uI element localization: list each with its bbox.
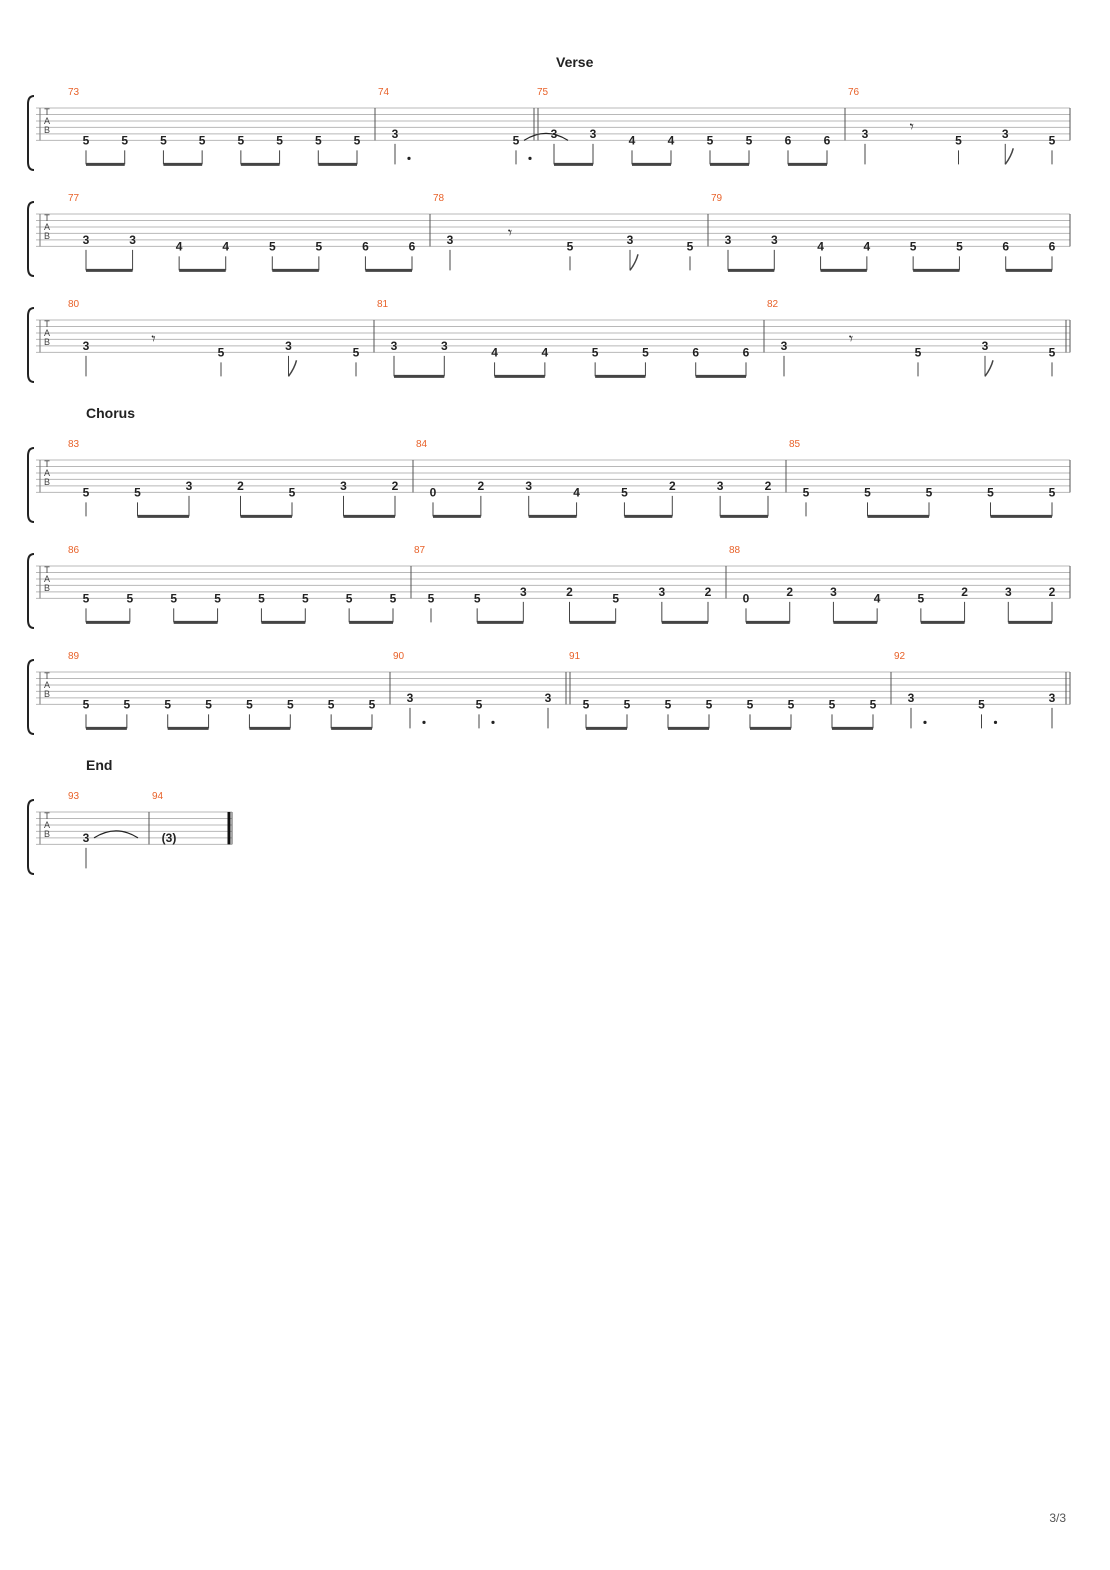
- section-label-chorus: Chorus: [86, 405, 135, 421]
- fret-number: 6: [1048, 239, 1056, 254]
- fret-number: 3: [525, 478, 533, 493]
- fret-number: 5: [82, 591, 90, 606]
- tab-clef-letter: B: [43, 477, 51, 487]
- fret-number: 0: [742, 591, 750, 606]
- fret-number: 5: [121, 133, 129, 148]
- fret-number: 3: [830, 584, 837, 599]
- eighth-flag: [630, 254, 638, 270]
- fret-number: 5: [978, 697, 985, 712]
- eighth-flag: [289, 360, 297, 376]
- measure-number: 79: [711, 193, 723, 204]
- eighth-rest: 𝄾: [507, 223, 513, 242]
- fret-number: 3: [446, 232, 454, 247]
- dot: [994, 721, 997, 724]
- fret-number: 5: [301, 591, 309, 606]
- fret-number: 3: [780, 338, 788, 353]
- fret-number: 5: [123, 697, 131, 712]
- fret-number: 4: [573, 485, 580, 500]
- fret-number: 5: [925, 485, 933, 500]
- fret-number: 5: [1048, 133, 1056, 148]
- tab-clef-letter: B: [43, 583, 51, 593]
- fret-number: 5: [82, 697, 90, 712]
- fret-number: 3: [82, 830, 90, 845]
- measure-number: 82: [767, 299, 779, 310]
- fret-number: 5: [134, 485, 141, 500]
- fret-number: 2: [961, 584, 968, 599]
- fret-number: 4: [667, 133, 675, 148]
- fret-number: 5: [746, 697, 754, 712]
- fret-number: 6: [408, 239, 416, 254]
- tab-clef-letter: A: [43, 574, 51, 584]
- tab-clef-letter: B: [43, 231, 51, 241]
- measure-number: 80: [68, 299, 80, 310]
- fret-number: 5: [869, 697, 877, 712]
- fret-number: 4: [175, 239, 183, 254]
- fret-number: 5: [345, 591, 353, 606]
- fret-number: 5: [705, 697, 713, 712]
- dot: [407, 157, 410, 160]
- fret-number: 4: [541, 345, 549, 360]
- tab-clef-letter: T: [44, 107, 50, 117]
- fret-number: 5: [566, 239, 574, 254]
- fret-number: 5: [1048, 485, 1056, 500]
- fret-number: 5: [582, 697, 590, 712]
- fret-number: 5: [427, 591, 435, 606]
- fret-number: 5: [686, 239, 694, 254]
- fret-number: 5: [205, 697, 212, 712]
- measure-number: 74: [378, 87, 390, 98]
- tab-clef-letter: A: [43, 468, 51, 478]
- fret-number: 5: [160, 133, 167, 148]
- fret-number: 3: [658, 584, 666, 599]
- eighth-rest: 𝄾: [151, 329, 156, 348]
- system-brace: [28, 96, 34, 170]
- tab-clef-letter: A: [43, 328, 51, 338]
- fret-number: 3: [907, 690, 915, 705]
- fret-number: 3: [82, 338, 90, 353]
- tie-arc: [524, 133, 568, 140]
- section-label-verse: Verse: [556, 54, 594, 70]
- fret-number: 5: [642, 345, 649, 360]
- measure-number: 77: [68, 193, 80, 204]
- fret-number: 5: [745, 133, 753, 148]
- fret-number: 3: [390, 338, 398, 353]
- fret-number: 4: [863, 239, 871, 254]
- fret-number: 3: [724, 232, 732, 247]
- measure-number: 87: [414, 545, 426, 556]
- measure-number: 93: [68, 791, 80, 802]
- fret-number: 5: [314, 133, 322, 148]
- tab-clef-letter: T: [44, 671, 50, 681]
- dot: [528, 157, 531, 160]
- tab-clef-letter: A: [43, 820, 51, 830]
- fret-number: 5: [368, 697, 376, 712]
- fret-number: 5: [237, 133, 245, 148]
- fret-number: 5: [258, 591, 265, 606]
- measure-number: 73: [68, 87, 80, 98]
- fret-number: 0: [429, 485, 437, 500]
- measure-number: 78: [433, 193, 445, 204]
- fret-number: 5: [315, 239, 323, 254]
- system-brace: [28, 448, 34, 522]
- fret-number: 3: [185, 478, 193, 493]
- fret-number: 3: [626, 232, 634, 247]
- fret-number: 5: [276, 133, 283, 148]
- tab-clef-letter: T: [44, 459, 50, 469]
- fret-number: 6: [362, 239, 369, 254]
- fret-number: 5: [828, 697, 836, 712]
- measure-number: 81: [377, 299, 389, 310]
- fret-number: 6: [823, 133, 831, 148]
- fret-number: 5: [612, 591, 620, 606]
- measure-number: 90: [393, 651, 405, 662]
- fret-number: 4: [222, 239, 230, 254]
- fret-number: 4: [491, 345, 498, 360]
- fret-number: 5: [864, 485, 871, 500]
- fret-number: 5: [352, 345, 360, 360]
- fret-number: 6: [742, 345, 750, 360]
- measure-number: 75: [537, 87, 549, 98]
- tie-arc: [94, 831, 138, 838]
- fret-number: 2: [668, 478, 676, 493]
- fret-number: 3: [1048, 690, 1056, 705]
- fret-number: 5: [327, 697, 335, 712]
- fret-number: 2: [477, 478, 485, 493]
- fret-number: 5: [268, 239, 276, 254]
- fret-number: 3: [1004, 584, 1012, 599]
- fret-number: 5: [214, 591, 221, 606]
- fret-number: 5: [623, 697, 631, 712]
- system-brace: [28, 308, 34, 382]
- fret-number: 5: [512, 133, 520, 148]
- eighth-flag: [1005, 148, 1013, 164]
- fret-number: 5: [473, 591, 481, 606]
- fret-number: 5: [909, 239, 917, 254]
- fret-number: 2: [764, 478, 772, 493]
- measure-number: 84: [416, 439, 428, 450]
- system-brace: [28, 202, 34, 276]
- tab-clef-letter: A: [43, 222, 51, 232]
- eighth-rest: 𝄾: [848, 329, 854, 348]
- measure-number: 86: [68, 545, 80, 556]
- measure-number: 76: [848, 87, 860, 98]
- fret-number: 2: [391, 478, 399, 493]
- fret-number: 5: [170, 591, 178, 606]
- fret-number: 5: [82, 485, 90, 500]
- fret-number: 3: [550, 126, 558, 141]
- fret-number: 5: [246, 697, 253, 712]
- fret-number: 6: [692, 345, 700, 360]
- fret-number: 5: [664, 697, 672, 712]
- measure-number: 92: [894, 651, 906, 662]
- tab-clef-letter: B: [43, 337, 51, 347]
- tab-clef-letter: B: [43, 829, 51, 839]
- fret-number: 3: [770, 232, 778, 247]
- fret-number: (3): [161, 830, 177, 845]
- fret-number: 3: [981, 338, 989, 353]
- fret-number: 6: [784, 133, 792, 148]
- fret-number: 3: [285, 338, 292, 353]
- fret-number: 5: [126, 591, 134, 606]
- fret-number: 5: [621, 485, 628, 500]
- fret-number: 3: [406, 690, 414, 705]
- fret-number: 6: [1002, 239, 1010, 254]
- fret-number: 5: [987, 485, 994, 500]
- system-brace: [28, 660, 34, 734]
- fret-number: 3: [716, 478, 724, 493]
- fret-number: 3: [440, 338, 448, 353]
- fret-number: 4: [628, 133, 636, 148]
- fret-number: 5: [787, 697, 795, 712]
- fret-number: 3: [519, 584, 527, 599]
- fret-number: 2: [786, 584, 794, 599]
- fret-number: 3: [129, 232, 136, 247]
- fret-number: 5: [917, 591, 925, 606]
- fret-number: 4: [817, 239, 824, 254]
- tab-clef-letter: B: [43, 689, 51, 699]
- fret-number: 2: [566, 584, 573, 599]
- fret-number: 3: [82, 232, 90, 247]
- fret-number: 5: [706, 133, 714, 148]
- fret-number: 5: [286, 697, 294, 712]
- fret-number: 2: [237, 478, 244, 493]
- dot: [422, 721, 425, 724]
- measure-number: 85: [789, 439, 801, 450]
- fret-number: 3: [391, 126, 399, 141]
- fret-number: 3: [589, 126, 597, 141]
- fret-number: 3: [1001, 126, 1009, 141]
- measure-number: 89: [68, 651, 80, 662]
- fret-number: 5: [955, 133, 962, 148]
- eighth-rest: 𝄾: [909, 117, 914, 136]
- fret-number: 5: [591, 345, 599, 360]
- eighth-flag: [985, 360, 993, 376]
- fret-number: 5: [198, 133, 206, 148]
- section-label-end: End: [86, 757, 113, 773]
- tab-clef-letter: T: [44, 213, 50, 223]
- system-brace: [28, 554, 34, 628]
- tab-clef-letter: A: [43, 680, 51, 690]
- tab-clef-letter: T: [44, 565, 50, 575]
- fret-number: 3: [544, 690, 552, 705]
- fret-number: 5: [164, 697, 172, 712]
- fret-number: 5: [389, 591, 397, 606]
- fret-number: 2: [1048, 584, 1056, 599]
- system-brace: [28, 800, 34, 874]
- fret-number: 5: [217, 345, 225, 360]
- fret-number: 5: [82, 133, 90, 148]
- fret-number: 5: [802, 485, 810, 500]
- measure-number: 88: [729, 545, 741, 556]
- fret-number: 5: [914, 345, 922, 360]
- page-number: 3/3: [1049, 1511, 1066, 1525]
- dot: [491, 721, 494, 724]
- measure-number: 94: [152, 791, 164, 802]
- fret-number: 5: [956, 239, 963, 254]
- tab-clef-letter: A: [43, 116, 51, 126]
- tab-clef-letter: T: [44, 319, 50, 329]
- fret-number: 5: [353, 133, 361, 148]
- fret-number: 4: [873, 591, 881, 606]
- fret-number: 3: [340, 478, 347, 493]
- fret-number: 3: [861, 126, 869, 141]
- tab-clef-letter: B: [43, 125, 51, 135]
- fret-number: 5: [475, 697, 483, 712]
- fret-number: 5: [1048, 345, 1056, 360]
- measure-number: 91: [569, 651, 581, 662]
- fret-number: 2: [704, 584, 712, 599]
- fret-number: 5: [288, 485, 296, 500]
- measure-number: 83: [68, 439, 80, 450]
- dot: [923, 721, 926, 724]
- tab-clef-letter: T: [44, 811, 50, 821]
